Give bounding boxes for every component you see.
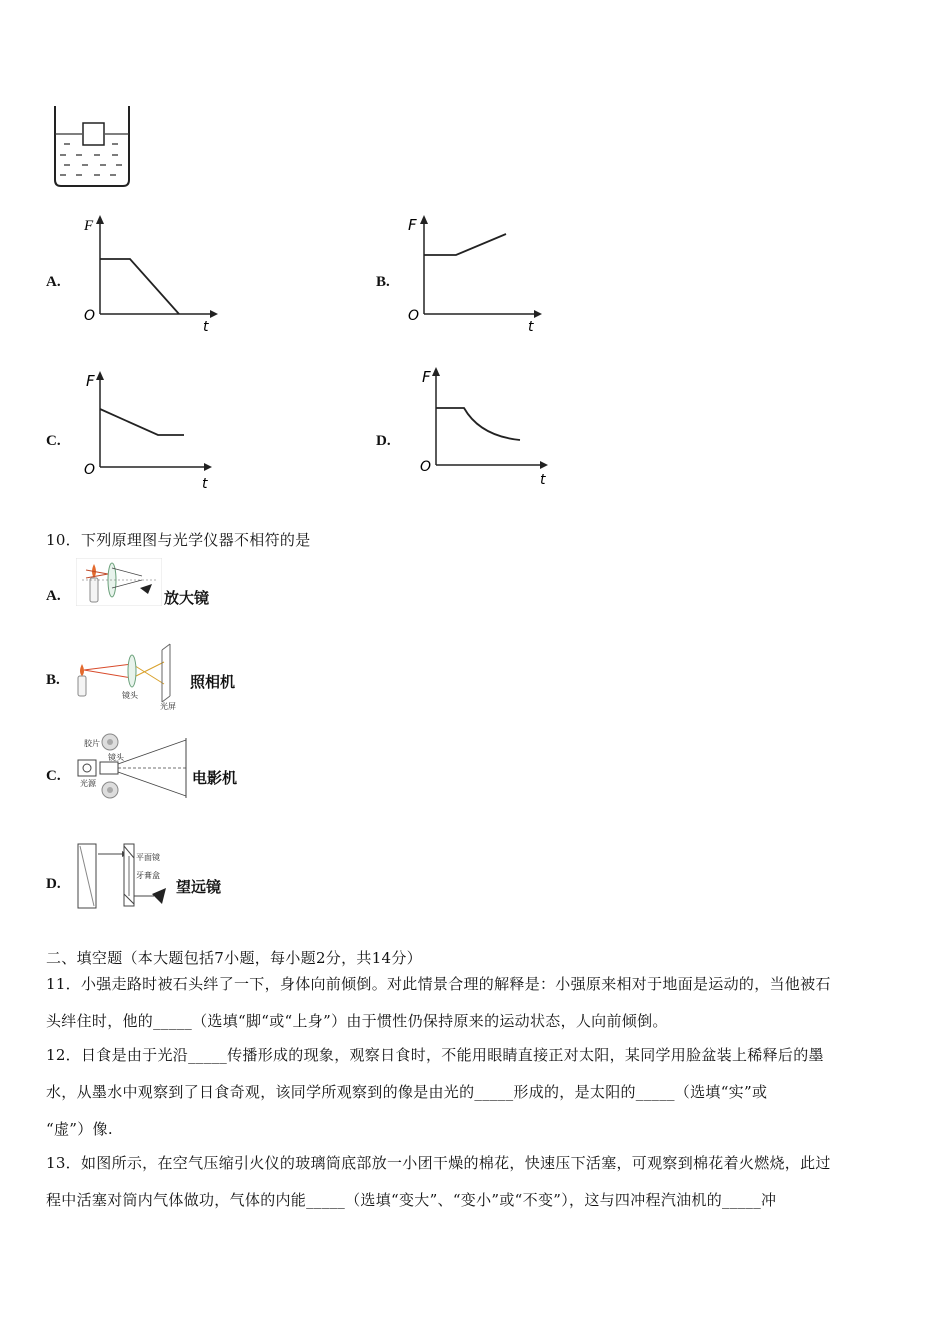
origin-label: O xyxy=(408,308,420,324)
q10-option-d-caption: 望远镜 xyxy=(176,878,222,896)
x-axis-label: t xyxy=(202,476,208,492)
box-label: 牙膏盒 xyxy=(136,871,160,880)
question-10-stem: 10．下列原理图与光学仪器不相符的是 xyxy=(46,531,311,549)
origin-label: O xyxy=(84,308,96,324)
film-label: 胶片 xyxy=(84,739,100,748)
question-13-line-2: 程中活塞对筒内气体做功，气体的内能_____（选填“变大”、“变小”或“不变”），这与四冲程汽油机的_____冲 xyxy=(46,1191,777,1209)
question-12-line-3: “虚”）像. xyxy=(46,1120,113,1138)
question-11-line-2: 头绊住时，他的_____（选填“脚“或“上身”）由于惯性仍保持原来的运动状态，人向前倾倒。 xyxy=(46,1012,668,1030)
x-axis-label: t xyxy=(540,472,546,488)
graph-option-b xyxy=(404,212,544,336)
lens-label: 镜头 xyxy=(122,691,138,700)
graph-option-c-label: C. xyxy=(46,433,61,449)
origin-label: O xyxy=(84,462,96,478)
beaker-figure xyxy=(50,104,134,190)
q10-option-a-label: A. xyxy=(46,588,61,604)
y-axis-label: F xyxy=(84,218,94,234)
question-11-line-1: 11．小强走路时被石头绊了一下，身体向前倾倒。对此情景合理的解释是：小强原来相对于地面是运动的，当他被石 xyxy=(46,975,831,993)
y-axis-label: F xyxy=(86,372,95,390)
q10-option-a-caption: 放大镜 xyxy=(164,589,210,607)
q10-option-d-label: D. xyxy=(46,876,61,892)
magnifier-diagram xyxy=(76,558,162,606)
y-axis-label: F xyxy=(422,368,431,386)
section-2-title: 二、填空题（本大题包括7小题，每小题2分，共14分） xyxy=(46,949,422,967)
projector-diagram xyxy=(74,730,190,802)
light-source-label: 光源 xyxy=(80,779,96,788)
x-axis-label: t xyxy=(528,319,534,335)
mirror-label: 平面镜 xyxy=(136,853,160,862)
q10-option-b-caption: 照相机 xyxy=(190,673,236,691)
lens-label: 镜头 xyxy=(108,753,124,762)
camera-diagram xyxy=(74,642,186,712)
graph-option-d-label: D. xyxy=(376,433,391,449)
origin-label: O xyxy=(420,459,432,475)
graph-option-b-label: B. xyxy=(376,274,390,290)
graph-option-a-label: A. xyxy=(46,274,61,290)
x-axis-label: t xyxy=(203,319,209,335)
graph-option-a xyxy=(80,212,220,336)
graph-option-c xyxy=(80,368,220,492)
periscope-diagram xyxy=(74,838,174,914)
question-12-line-1: 12．日食是由于光沿_____传播形成的现象，观察日食时，不能用眼睛直接正对太阳，某同学用脸盆装上稀释后的墨 xyxy=(46,1046,824,1064)
q10-option-b-label: B. xyxy=(46,672,60,688)
question-13-line-1: 13．如图所示，在空气压缩引火仪的玻璃筒底部放一小团干燥的棉花，快速压下活塞，可观察到棉花着火燃烧，此过 xyxy=(46,1154,831,1172)
q10-option-c-caption: 电影机 xyxy=(192,769,238,787)
q10-option-c-label: C. xyxy=(46,768,61,784)
graph-option-d xyxy=(414,364,554,488)
y-axis-label: F xyxy=(408,216,417,234)
screen-label: 光屏 xyxy=(160,702,176,711)
question-12-line-2: 水，从墨水中观察到了日食奇观，该同学所观察到的像是由光的_____形成的，是太阳的_____（选填“实”或 xyxy=(46,1083,768,1101)
